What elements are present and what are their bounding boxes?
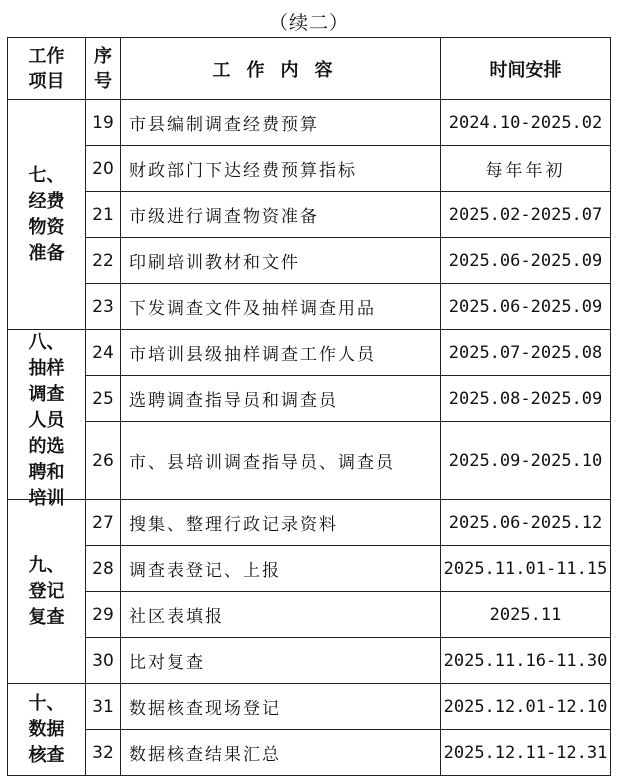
row-time: 2025.12.01-12.10 — [441, 684, 611, 730]
row-content: 市培训县级抽样调查工作人员 — [121, 330, 441, 376]
row-number: 25 — [86, 376, 121, 422]
header-work-item: 工作 项目 — [8, 38, 86, 100]
row-time: 2025.08-2025.09 — [441, 376, 611, 422]
row-time: 2025.09-2025.10 — [441, 422, 611, 500]
table-row — [8, 422, 611, 500]
header-work-content: 工作内容 — [121, 38, 441, 100]
row-time: 2025.11.16-11.30 — [441, 638, 611, 684]
row-number: 22 — [86, 238, 121, 284]
row-time: 每年年初 — [441, 146, 611, 192]
row-content: 数据核查现场登记 — [121, 684, 441, 730]
table-row — [8, 284, 611, 330]
row-content: 财政部门下达经费预算指标 — [121, 146, 441, 192]
table-row — [8, 146, 611, 192]
row-number: 31 — [86, 684, 121, 730]
row-time: 2025.07-2025.08 — [441, 330, 611, 376]
table-row — [8, 330, 611, 376]
row-content: 比对复查 — [121, 638, 441, 684]
row-content: 市、县培训调查指导员、调查员 — [121, 422, 441, 500]
row-content: 下发调查文件及抽样调查用品 — [121, 284, 441, 330]
row-number: 29 — [86, 592, 121, 638]
row-content: 数据核查结果汇总 — [121, 730, 441, 776]
group-cell-7: 七、 经费 物资 准备 — [8, 100, 86, 330]
table-row — [8, 638, 611, 684]
row-time: 2025.06-2025.09 — [441, 284, 611, 330]
row-time: 2025.11.01-11.15 — [441, 546, 611, 592]
row-number: 26 — [86, 422, 121, 500]
schedule-table — [7, 37, 611, 776]
header-seq-no: 序 号 — [86, 38, 121, 100]
row-time: 2025.02-2025.07 — [441, 192, 611, 238]
row-content: 市县编制调查经费预算 — [121, 100, 441, 146]
header-time-schedule: 时间安排 — [441, 38, 611, 100]
header-row — [8, 38, 611, 100]
row-time: 2025.12.11-12.31 — [441, 730, 611, 776]
table-row — [8, 546, 611, 592]
table-row — [8, 192, 611, 238]
table-row — [8, 684, 611, 730]
group-cell-8: 八、 抽样 调查 人员 的选 聘和 培训 — [8, 330, 86, 500]
row-content: 印刷培训教材和文件 — [121, 238, 441, 284]
table-row — [8, 100, 611, 146]
row-number: 30 — [86, 638, 121, 684]
row-number: 32 — [86, 730, 121, 776]
row-content: 搜集、整理行政记录资料 — [121, 500, 441, 546]
group-cell-9: 九、 登记 复查 — [8, 500, 86, 684]
row-number: 24 — [86, 330, 121, 376]
row-number: 27 — [86, 500, 121, 546]
row-time: 2025.06-2025.09 — [441, 238, 611, 284]
table-row — [8, 238, 611, 284]
row-number: 19 — [86, 100, 121, 146]
table-row — [8, 500, 611, 546]
row-number: 28 — [86, 546, 121, 592]
row-content: 社区表填报 — [121, 592, 441, 638]
row-number: 20 — [86, 146, 121, 192]
table-row — [8, 376, 611, 422]
page-title: （续二） — [268, 12, 349, 34]
row-content: 选聘调查指导员和调查员 — [121, 376, 441, 422]
row-time: 2025.11 — [441, 592, 611, 638]
row-time: 2025.06-2025.12 — [441, 500, 611, 546]
table-row — [8, 592, 611, 638]
row-number: 21 — [86, 192, 121, 238]
group-cell-10: 十、 数据 核查 — [8, 684, 86, 776]
row-number: 23 — [86, 284, 121, 330]
row-content: 调查表登记、上报 — [121, 546, 441, 592]
row-content: 市级进行调查物资准备 — [121, 192, 441, 238]
row-time: 2024.10-2025.02 — [441, 100, 611, 146]
table-row — [8, 730, 611, 776]
